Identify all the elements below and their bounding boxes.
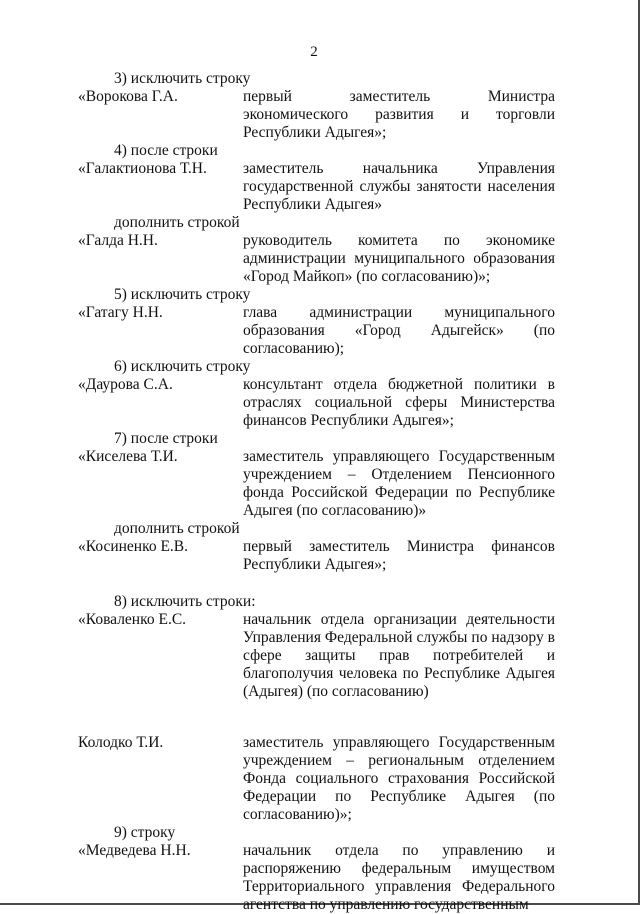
person-entry <box>78 88 555 142</box>
person-entry <box>78 842 555 914</box>
person-position: заместитель управляющего Государственным учреждением – региональным отделением Фонда социального страхования Российской Федерации по Республике Адыгея (по согласованию)»; <box>243 734 555 823</box>
clause-instruction: 8) исключить строки: <box>114 593 256 610</box>
clause-instruction: 6) исключить строку <box>114 358 251 375</box>
person-entry <box>78 160 555 214</box>
person-position: начальник отдела организации деятельности Управления Федеральной службы по надзору в сфере защиты прав потребителей и благополучия человека по Республике Адыгея (Адыгея) (по согласованию) <box>243 611 555 700</box>
person-name: «Галда Н.Н. <box>78 232 158 249</box>
person-position: руководитель комитета по экономике администрации муниципального образования «Город Майкоп» (по согласованию)»; <box>243 232 555 285</box>
person-entry <box>78 304 555 358</box>
person-name: «Даурова С.А. <box>78 376 173 393</box>
person-position: глава администрации муниципального образования «Город Адыгейск» (по согласованию); <box>243 304 555 357</box>
person-name: «Киселева Т.И. <box>78 448 178 465</box>
person-name: «Медведева Н.Н. <box>78 842 191 859</box>
person-entry <box>78 232 555 286</box>
person-name: «Ворокова Г.А. <box>78 88 178 105</box>
clause-instruction: 9) строку <box>114 824 176 841</box>
person-position: заместитель управляющего Государственным учреждением – Отделением Пенсионного фонда Российской Федерации по Республике Адыгея (по согласованию)» <box>243 448 555 519</box>
person-position: заместитель начальника Управления государственной службы занятости населения Республики Адыгея» <box>243 160 555 213</box>
person-name: Колодко Т.И. <box>78 734 164 751</box>
person-position: первый заместитель Министра финансов Республики Адыгея»; <box>243 538 555 573</box>
clause-instruction: дополнить строкой <box>114 520 240 537</box>
clause-instruction: 7) после строки <box>114 430 218 447</box>
person-name: «Гатагу Н.Н. <box>78 304 163 321</box>
clause-instruction: 4) после строки <box>114 142 218 159</box>
person-name: «Косиненко Е.В. <box>78 538 189 555</box>
person-entry <box>78 448 555 520</box>
clause-instruction: дополнить строкой <box>114 214 240 231</box>
clause-instruction: 5) исключить строку <box>114 286 251 303</box>
amendment-list <box>78 70 555 914</box>
person-position: консультант отдела бюджетной политики в отраслях социальной сферы Министерства финансов Республики Адыгея»; <box>243 376 555 429</box>
page-number: 2 <box>310 44 318 60</box>
person-entry <box>78 734 555 824</box>
clause-instruction: 3) исключить строку <box>114 70 251 87</box>
person-entry <box>78 611 555 701</box>
person-position: первый заместитель Министра экономического развития и торговли Республики Адыгея»; <box>243 88 555 141</box>
person-entry <box>78 376 555 430</box>
person-name: «Коваленко Е.С. <box>78 611 187 628</box>
person-position: начальник отдела по управлению и распоряжению федеральным имуществом Территориального управления Федерального агентства по управлению государственным <box>243 842 555 913</box>
person-name: «Галактионова Т.Н. <box>78 160 207 177</box>
person-entry <box>78 538 555 574</box>
